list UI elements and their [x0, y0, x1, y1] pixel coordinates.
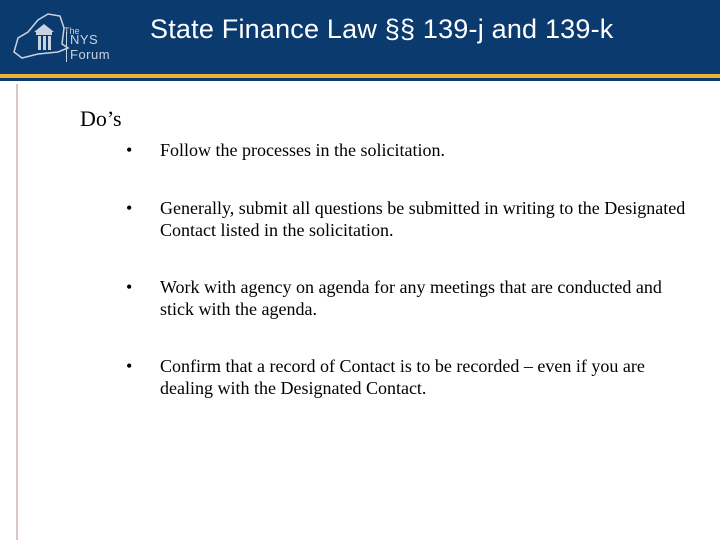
bullet-marker: • — [126, 198, 133, 218]
bullet-marker: • — [126, 356, 133, 376]
left-margin-rule — [16, 84, 18, 540]
bullet-marker: • — [126, 140, 133, 160]
bullet-text: Confirm that a record of Contact is to be recorded – even if you are dealing with the Designated Contact. — [160, 356, 645, 398]
header-divider — [0, 78, 720, 81]
bullet-marker: • — [126, 277, 133, 297]
logo-text-name: NYS Forum — [66, 32, 138, 62]
logo-text-the: The — [64, 26, 80, 36]
slide-title: State Finance Law §§ 139-j and 139-k — [150, 14, 614, 44]
bullet-text: Generally, submit all questions be submitted in writing to the Designated Contact listed in the solicitation. — [160, 198, 686, 240]
bullet-text: Work with agency on agenda for any meetings that are conducted and stick with the agenda. — [160, 277, 662, 319]
nys-forum-logo — [8, 6, 138, 68]
bullet-text: Follow the processes in the solicitation. — [160, 140, 445, 160]
section-heading: Do’s — [80, 106, 122, 131]
